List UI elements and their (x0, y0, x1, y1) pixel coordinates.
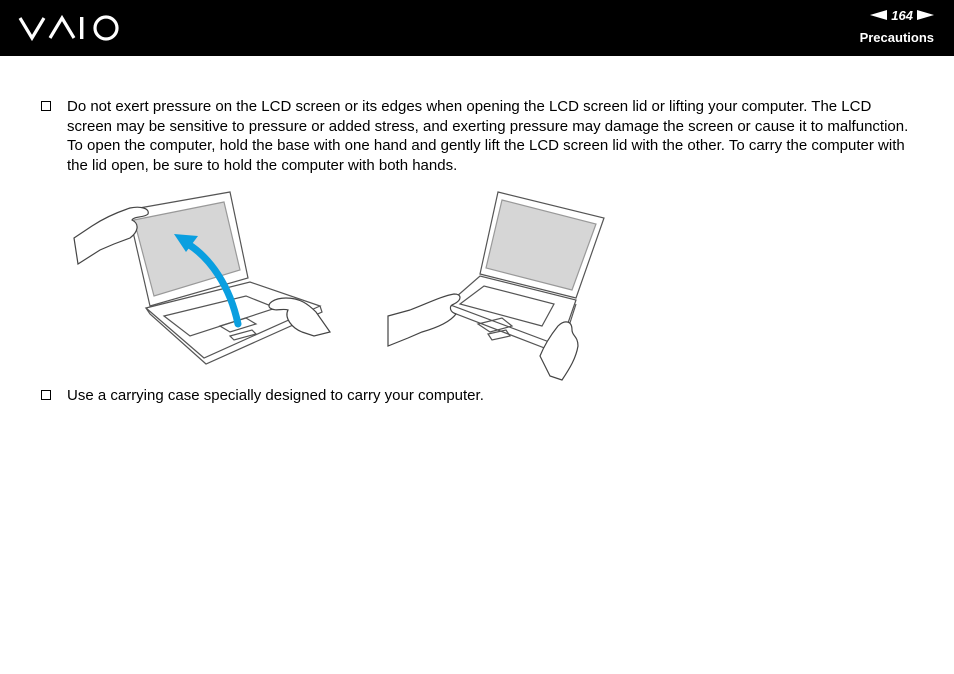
checkbox-bullet-icon (41, 390, 51, 400)
vaio-logo (18, 14, 122, 42)
carry-hand-left-icon (388, 294, 460, 346)
section-title: Precautions (859, 30, 934, 45)
header-bar (0, 0, 954, 56)
laptop-carrying-figure (446, 192, 604, 354)
laptop-handling-illustration (70, 186, 610, 382)
bullet-text: Use a carrying case specially designed to carry your computer. (67, 387, 484, 404)
bullet-item (41, 386, 911, 406)
page-navigator (870, 7, 934, 23)
previous-page-icon[interactable] (870, 10, 887, 20)
checkbox-bullet-icon (41, 101, 51, 111)
page-number: 164 (891, 7, 913, 23)
bullet-item (41, 97, 911, 175)
next-page-icon[interactable] (917, 10, 934, 20)
bullet-text: Do not exert pressure on the LCD screen or its edges when opening the LCD screen lid or lifting your computer. The LCD screen may be sensitive to pressure or added stress, and exerting pressure may damage the screen or cause it to malfunction. To open the computer, hold the base with one hand and gently lift the LCD screen lid with the other. To carry the computer with the lid open, be sure to hold the computer with both hands. (67, 98, 909, 174)
laptop-opening-figure (128, 192, 322, 364)
